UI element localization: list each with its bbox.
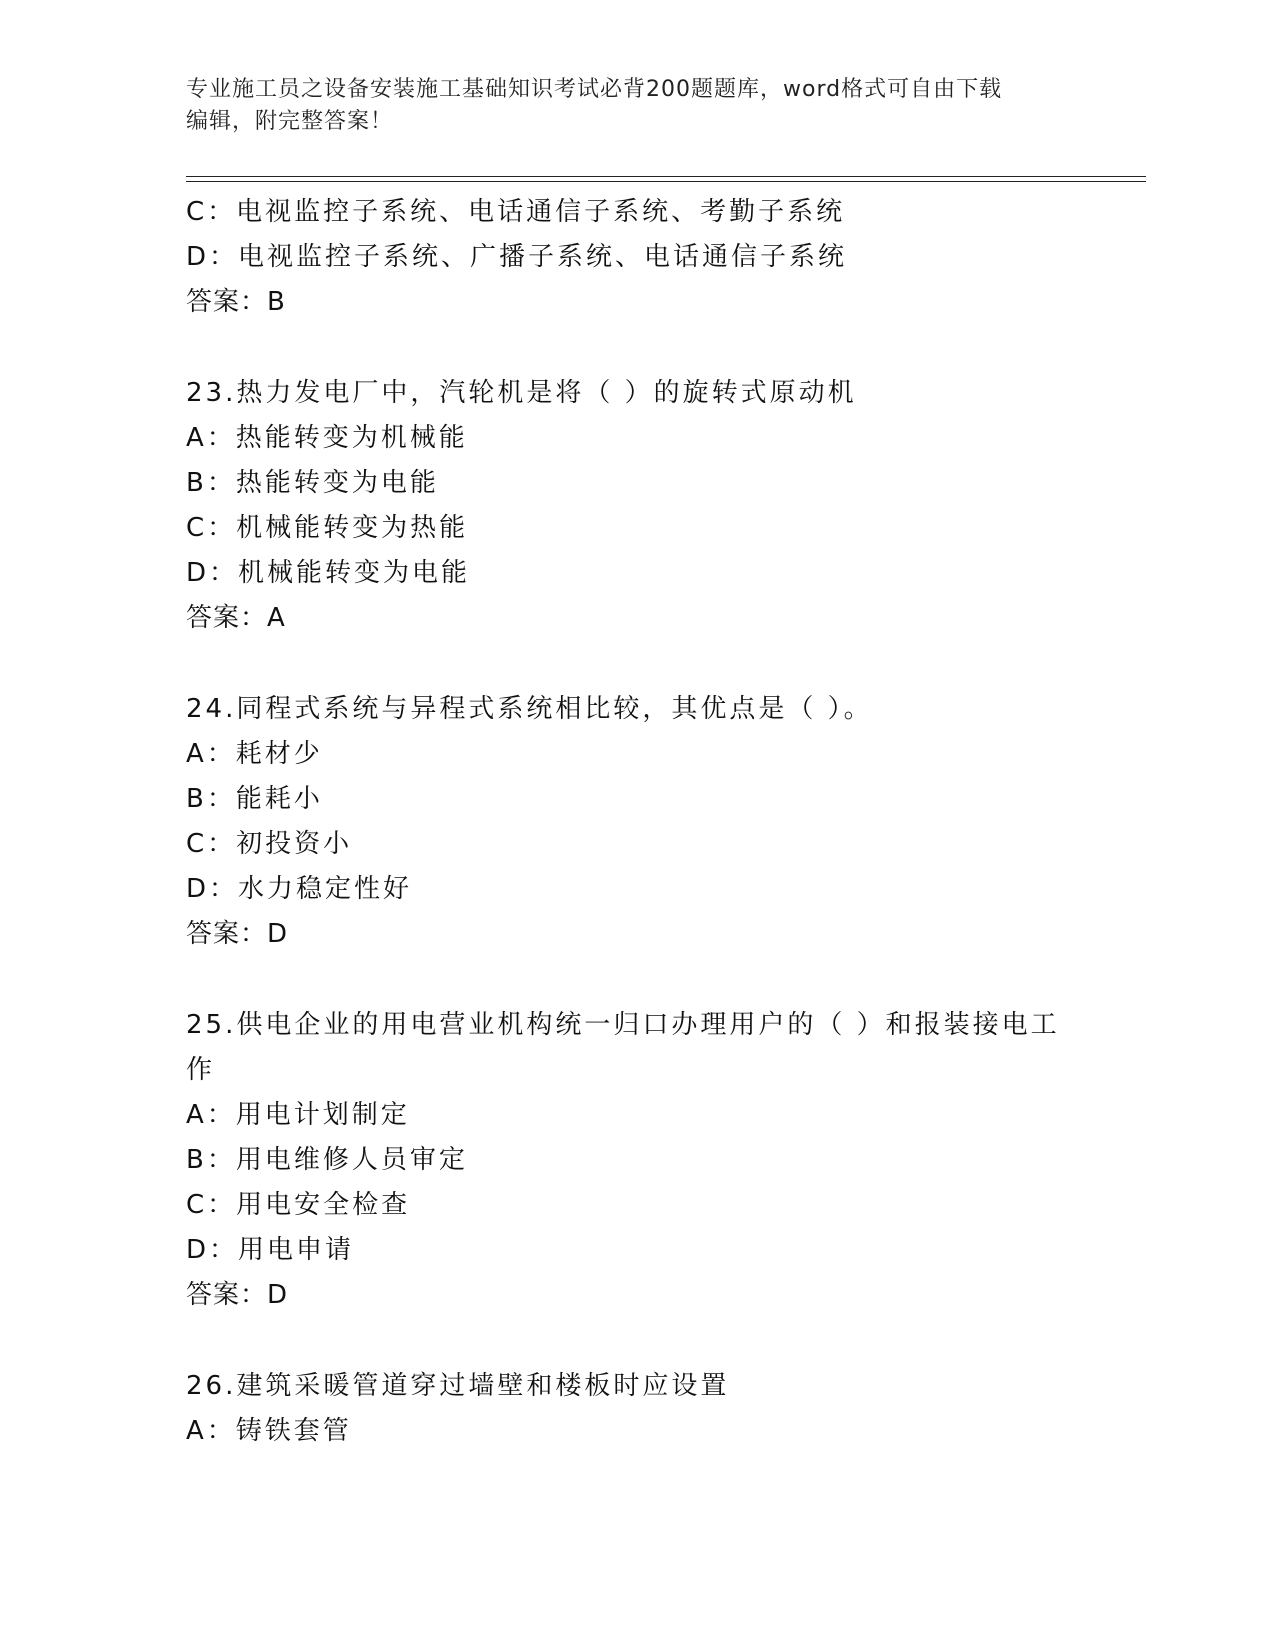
answer-line: 答案：A	[186, 603, 286, 633]
question-text: 25.供电企业的用电营业机构统一归口办理用户的（ ）和报装接电工	[186, 1010, 1060, 1040]
question-block-25	[186, 1003, 1066, 1318]
option-d: D：机械能转变为电能	[186, 558, 471, 588]
option-a: A：用电计划制定	[186, 1100, 410, 1130]
question-block-24	[186, 687, 1066, 957]
header-line-1: 专业施工员之设备安装施工基础知识考试必背200题题库，word格式可自由下载	[186, 77, 1003, 102]
option-b: B：用电维修人员审定	[186, 1145, 468, 1175]
header-divider-top	[186, 176, 1146, 177]
answer-line: 答案：B	[186, 287, 286, 317]
question-text: 24.同程式系统与异程式系统相比较，其优点是（ ）。	[186, 694, 873, 724]
option-a: A：铸铁套管	[186, 1416, 352, 1446]
option-d: D：电视监控子系统、广播子系统、电话通信子系统	[186, 242, 848, 272]
option-d: D：用电申请	[186, 1235, 355, 1265]
option-b: B：热能转变为电能	[186, 468, 439, 498]
question-text: 23.热力发电厂中，汽轮机是将（ ）的旋转式原动机	[186, 378, 857, 408]
option-d: D：水力稳定性好	[186, 874, 413, 904]
option-c: C：机械能转变为热能	[186, 513, 469, 543]
option-a: A：热能转变为机械能	[186, 423, 468, 453]
option-a: A：耗材少	[186, 739, 323, 769]
answer-line: 答案：D	[186, 919, 289, 949]
question-block-23	[186, 371, 1066, 641]
question-text-continued: 作	[186, 1055, 216, 1085]
answer-line: 答案：D	[186, 1280, 289, 1310]
question-list	[186, 190, 1066, 1454]
option-c: C：电视监控子系统、电话通信子系统、考勤子系统	[186, 197, 846, 227]
header-divider-bottom	[186, 181, 1146, 182]
option-b: B：能耗小	[186, 784, 323, 814]
question-text: 26.建筑采暖管道穿过墙壁和楼板时应设置	[186, 1371, 730, 1401]
document-header	[186, 74, 1066, 138]
header-line-2: 编辑，附完整答案！	[186, 109, 394, 134]
option-c: C：用电安全检查	[186, 1190, 411, 1220]
option-c: C：初投资小	[186, 829, 353, 859]
question-block-26	[186, 1364, 1066, 1454]
question-block-22-continued	[186, 190, 1066, 325]
